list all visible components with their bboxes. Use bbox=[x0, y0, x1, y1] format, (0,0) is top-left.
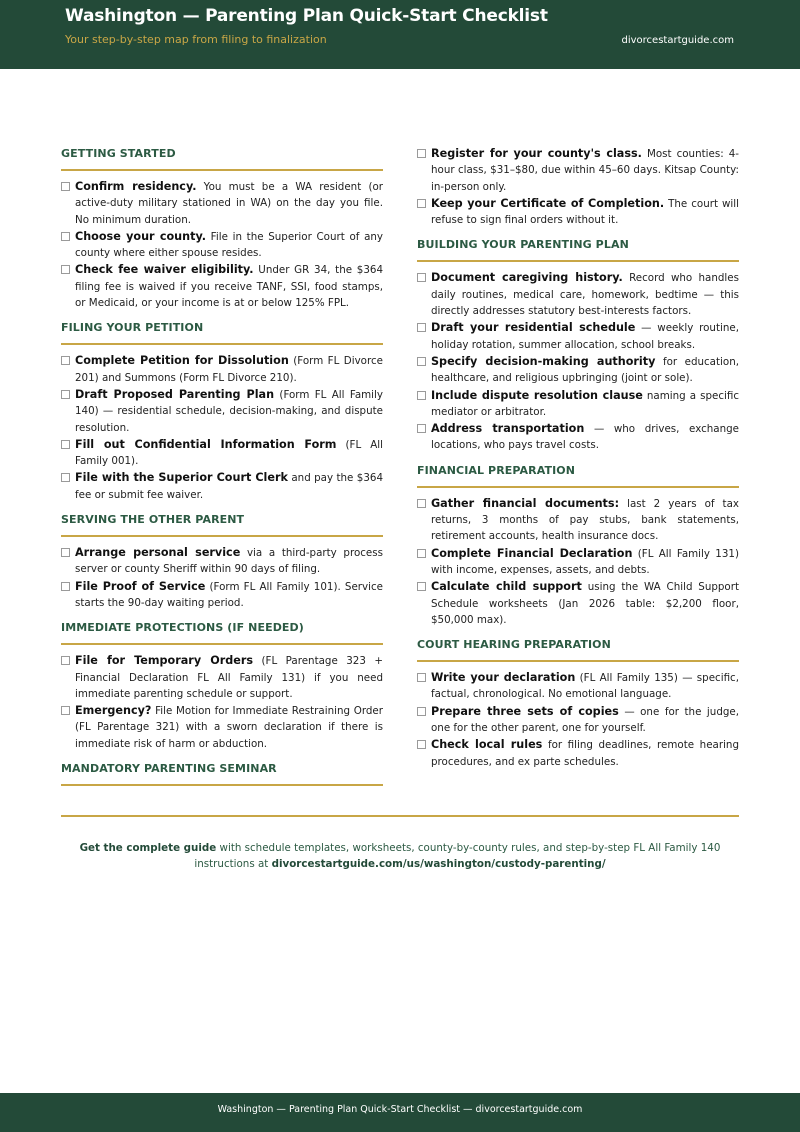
checkbox-icon[interactable] bbox=[61, 473, 70, 482]
item-title: Draft your residential schedule bbox=[431, 321, 636, 335]
checklist-item bbox=[417, 579, 739, 628]
left-column bbox=[61, 146, 383, 794]
checkbox-icon[interactable] bbox=[61, 232, 70, 241]
item-text: (Form FL Divorce 201) and Summons (Form FL Divorce 210). bbox=[75, 355, 383, 384]
item-title: Document caregiving history. bbox=[431, 271, 623, 285]
checkbox-icon[interactable] bbox=[417, 149, 426, 158]
header-site-name: divorcestartguide.com bbox=[621, 35, 734, 46]
item-title: Arrange personal service bbox=[75, 546, 241, 560]
item-title: Complete Financial Declaration bbox=[431, 546, 633, 560]
checklist-item bbox=[417, 704, 739, 737]
checklist-item bbox=[61, 703, 383, 752]
checklist-item bbox=[417, 270, 739, 319]
item-title: File Proof of Service bbox=[75, 579, 206, 593]
checkbox-icon[interactable] bbox=[417, 323, 426, 332]
section-heading: FINANCIAL PREPARATION bbox=[417, 463, 739, 488]
checkbox-icon[interactable] bbox=[61, 182, 70, 191]
section-heading: BUILDING YOUR PARENTING PLAN bbox=[417, 237, 739, 262]
page-footer bbox=[0, 1093, 800, 1132]
item-text: using the WA Child Support Schedule worksheets (Jan 2026 table: $2,200 floor, $50,000 max). bbox=[431, 581, 740, 626]
checklist-item bbox=[417, 496, 739, 545]
page-subtitle: Your step-by-step map from filing to finalization bbox=[65, 33, 327, 46]
item-text: naming a specific mediator or arbitrator. bbox=[431, 389, 739, 418]
checklist-item bbox=[61, 179, 383, 228]
checkbox-icon[interactable] bbox=[61, 548, 70, 557]
checklist-item bbox=[61, 353, 383, 386]
item-title: Emergency? bbox=[75, 704, 152, 718]
guide-link[interactable]: divorcestartguide.com/us/washington/custody-parenting/ bbox=[271, 858, 606, 871]
checklist-item bbox=[417, 354, 739, 387]
checkbox-icon[interactable] bbox=[417, 549, 426, 558]
footer-divider bbox=[61, 815, 739, 817]
checklist-item bbox=[417, 670, 739, 703]
checkbox-icon[interactable] bbox=[61, 265, 70, 274]
checklist bbox=[61, 653, 383, 752]
item-title: Check fee waiver eligibility. bbox=[75, 263, 254, 277]
checkbox-icon[interactable] bbox=[61, 582, 70, 591]
item-text: (FL All Family 131) with income, expenses, assets, and debts. bbox=[431, 547, 739, 576]
checklist-item bbox=[61, 545, 383, 578]
item-title: Gather financial documents: bbox=[431, 496, 620, 510]
checkbox-icon[interactable] bbox=[417, 199, 426, 208]
item-title: Register for your county's class. bbox=[431, 147, 642, 160]
checklist-item bbox=[61, 387, 383, 436]
item-text: (Form FL All Family 101). Service starts the 90-day waiting period. bbox=[75, 580, 383, 609]
item-text: (FL All Family 001). bbox=[75, 438, 383, 468]
checklist-item bbox=[417, 737, 739, 770]
item-text: — weekly routine, holiday rotation, summer allocation, school breaks. bbox=[431, 322, 739, 351]
checklist bbox=[417, 270, 739, 453]
checkbox-icon[interactable] bbox=[61, 656, 70, 665]
item-title: Choose your county. bbox=[75, 229, 206, 243]
checkbox-icon[interactable] bbox=[61, 440, 70, 449]
item-title: Specify decision-making authority bbox=[431, 354, 656, 368]
section-heading: IMMEDIATE PROTECTIONS (IF NEEDED) bbox=[61, 620, 383, 645]
item-text: (FL Parentage 323 + Financial Declaration FL All Family 131) if you need immediate parenting schedule or support. bbox=[75, 655, 384, 700]
item-title: File for Temporary Orders bbox=[75, 654, 254, 668]
checkbox-icon[interactable] bbox=[417, 740, 426, 749]
item-text: Most counties: 4-hour class, $31–$80, due within 45–60 days. Kitsap County: in-person only. bbox=[431, 148, 739, 193]
checklist-item bbox=[417, 196, 739, 229]
checklist-item bbox=[417, 546, 739, 579]
item-text: last 2 years of tax returns, 3 months of pay stubs, bank statements, retirement accounts, health insurance docs. bbox=[431, 497, 739, 543]
checklist bbox=[417, 670, 739, 770]
checklist-item bbox=[61, 470, 383, 503]
item-text: — who drives, exchange locations, who pays travel costs. bbox=[431, 423, 739, 452]
checklist-item bbox=[61, 579, 383, 612]
item-text: You must be a WA resident (or active-duty military stationed in WA) on the day you file. No minimum duration. bbox=[75, 181, 383, 226]
item-text: Under GR 34, the $364 filing fee is waived if you receive TANF, SSI, food stamps, or Medicaid, or your income is at or below 125% FPL. bbox=[75, 264, 383, 310]
item-title: Write your declaration bbox=[431, 671, 576, 685]
section-heading: SERVING THE OTHER PARENT bbox=[61, 512, 383, 537]
checkbox-icon[interactable] bbox=[417, 391, 426, 400]
checkbox-icon[interactable] bbox=[417, 673, 426, 682]
checklist-item bbox=[61, 437, 383, 470]
checklist-item bbox=[61, 653, 383, 702]
checklist bbox=[61, 353, 383, 503]
callout-text: with schedule templates, worksheets, county-by-county rules, and step-by-step FL All Family 140 instructions at bbox=[194, 842, 721, 871]
item-title: Check local rules bbox=[431, 738, 543, 752]
checklist-item bbox=[417, 320, 739, 353]
checklist-item bbox=[61, 262, 383, 311]
item-title: Confirm residency. bbox=[75, 180, 197, 193]
page-header bbox=[0, 0, 800, 69]
item-title: File with the Superior Court Clerk bbox=[75, 471, 288, 485]
item-text: — one for the judge, one for the other parent, one for yourself. bbox=[431, 705, 739, 735]
item-text: File in the Superior Court of any county where either spouse resides. bbox=[75, 230, 383, 260]
section-heading: COURT HEARING PREPARATION bbox=[417, 637, 739, 662]
right-column bbox=[417, 146, 739, 779]
checkbox-icon[interactable] bbox=[417, 582, 426, 591]
checklist bbox=[61, 179, 383, 311]
item-text: (Form FL All Family 140) — residential schedule, decision-making, and dispute resolution. bbox=[75, 388, 383, 434]
item-text: File Motion for Immediate Restraining Order (FL Parentage 321) with a sworn declaration if there is immediate risk of harm or abduction. bbox=[75, 705, 384, 750]
item-text: (FL All Family 135) — specific, factual, chronological. No emotional language. bbox=[431, 672, 739, 701]
item-text: Record who handles daily routines, medical care, homework, bedtime — this directly addresses statutory best-interests factors. bbox=[431, 272, 739, 318]
checkbox-icon[interactable] bbox=[417, 357, 426, 366]
section-heading: GETTING STARTED bbox=[61, 146, 383, 171]
item-title: Keep your Certificate of Completion. bbox=[431, 196, 665, 210]
footer-text: Washington — Parenting Plan Quick-Start Checklist — divorcestartguide.com bbox=[217, 1104, 583, 1115]
page-title: Washington — Parenting Plan Quick-Start Checklist bbox=[65, 6, 548, 26]
item-title: Complete Petition for Dissolution bbox=[75, 354, 289, 368]
item-text: The court will refuse to sign final orders without it. bbox=[431, 197, 739, 227]
item-title: Calculate child support bbox=[431, 580, 582, 594]
checklist bbox=[417, 496, 739, 628]
checklist-item bbox=[417, 146, 739, 195]
item-title: Include dispute resolution clause bbox=[431, 388, 643, 402]
checkbox-icon[interactable] bbox=[61, 356, 70, 365]
item-title: Fill out Confidential Information Form bbox=[75, 437, 337, 451]
item-title: Address transportation bbox=[431, 422, 585, 436]
item-text: for filing deadlines, remote hearing procedures, and ex parte schedules. bbox=[431, 739, 739, 768]
checkbox-icon[interactable] bbox=[61, 390, 70, 399]
guide-callout bbox=[61, 840, 739, 873]
checklist-item bbox=[417, 388, 739, 421]
item-title: Prepare three sets of copies bbox=[431, 704, 619, 718]
checkbox-icon[interactable] bbox=[417, 424, 426, 433]
checkbox-icon[interactable] bbox=[417, 707, 426, 716]
section-heading: FILING YOUR PETITION bbox=[61, 320, 383, 345]
item-title: Draft Proposed Parenting Plan bbox=[75, 387, 275, 401]
checkbox-icon[interactable] bbox=[417, 499, 426, 508]
item-text: via a third-party process server or county Sheriff within 90 days of filing. bbox=[75, 547, 383, 576]
checkbox-icon[interactable] bbox=[417, 273, 426, 282]
item-text: and pay the $364 fee or submit fee waiver. bbox=[75, 472, 384, 501]
item-text: for education, healthcare, and religious upbringing (joint or sole). bbox=[431, 355, 739, 385]
checklist bbox=[61, 545, 383, 611]
checklist-item bbox=[61, 229, 383, 262]
callout-lead: Get the complete guide bbox=[79, 842, 217, 854]
section-heading: MANDATORY PARENTING SEMINAR bbox=[61, 761, 383, 786]
checklist-item bbox=[417, 421, 739, 454]
checkbox-icon[interactable] bbox=[61, 706, 70, 715]
checklist bbox=[417, 146, 739, 228]
